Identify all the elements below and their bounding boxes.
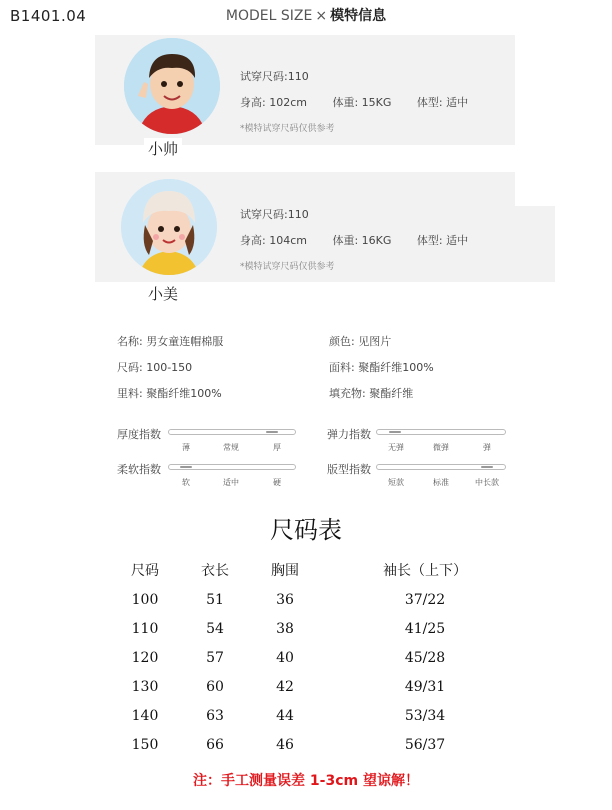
thickness-tick-regular: 常规 (223, 443, 239, 452)
trial-size: 试穿尺码:110 (240, 208, 309, 221)
body-type-value: 体型: 适中 (416, 234, 469, 247)
cell-sleeve: 53/34 (404, 707, 446, 724)
cell-length: 66 (206, 736, 224, 753)
fit-index-label: 版型指数 (327, 463, 371, 476)
weight-value: 体重: 15KG (332, 96, 392, 109)
cell-sleeve: 56/37 (404, 736, 446, 753)
header-right: 模特信息 (330, 8, 387, 24)
softness-tick-soft: 软 (182, 478, 190, 487)
table-row (110, 672, 530, 701)
cell-chest: 46 (276, 736, 294, 753)
weight-value: 体重: 16KG (332, 234, 392, 247)
product-filling: 填充物: 聚酯纤维 (329, 387, 414, 400)
cell-chest: 38 (276, 620, 294, 637)
product-size-range: 尺码: 100-150 (117, 361, 193, 374)
thickness-tick-thick: 厚 (273, 443, 281, 452)
cell-length: 63 (206, 707, 224, 724)
product-lining: 里料: 聚酯纤维100% (117, 387, 222, 400)
height-value: 身高: 102cm (240, 96, 307, 109)
elasticity-index-label: 弹力指数 (327, 428, 371, 441)
header-size: 尺码 (131, 563, 159, 579)
table-row (110, 585, 530, 614)
table-row (110, 730, 530, 759)
cell-size: 100 (131, 591, 159, 608)
cell-sleeve: 37/22 (404, 591, 446, 608)
table-row (110, 643, 530, 672)
cell-size: 120 (131, 649, 159, 666)
size-chart-header-row (110, 555, 530, 585)
model-photo-boy (124, 38, 220, 134)
girl-avatar-icon (121, 179, 217, 275)
cell-size: 110 (131, 620, 159, 637)
table-row (110, 614, 530, 643)
section-header (0, 5, 612, 25)
fit-index-marker (481, 466, 493, 468)
header-length: 衣长 (201, 563, 229, 579)
body-type-value: 体型: 适中 (416, 96, 469, 109)
header-left: MODEL SIZE (225, 8, 313, 24)
cell-chest: 42 (276, 678, 294, 695)
trial-size: 试穿尺码:110 (240, 70, 309, 83)
thickness-index-marker (266, 431, 278, 433)
table-row (110, 701, 530, 730)
model-info-boy (240, 70, 490, 148)
boy-avatar-icon (124, 38, 220, 134)
cell-chest: 36 (276, 591, 294, 608)
elasticity-tick-none: 无弹 (388, 443, 404, 452)
softness-index-marker (180, 466, 192, 468)
model-note: *模特试穿尺码仅供参考 (240, 262, 335, 272)
header-chest: 胸围 (271, 563, 299, 579)
thickness-index-label: 厚度指数 (117, 428, 161, 441)
cell-length: 57 (206, 649, 224, 666)
elasticity-tick-slight: 微弹 (433, 443, 449, 452)
model-info-girl (240, 208, 490, 286)
elasticity-tick-elastic: 弹 (483, 443, 491, 452)
cell-size: 140 (131, 707, 159, 724)
model-note: *模特试穿尺码仅供参考 (240, 124, 335, 134)
size-chart-title: 尺码表 (270, 516, 342, 544)
cell-chest: 44 (276, 707, 294, 724)
header-separator: × (315, 8, 328, 24)
model-name-boy: 小帅 (144, 138, 182, 159)
cell-size: 130 (131, 678, 159, 695)
fit-tick-short: 短款 (388, 478, 404, 487)
cell-sleeve: 41/25 (404, 620, 446, 637)
cell-sleeve: 49/31 (404, 678, 446, 695)
cell-chest: 40 (276, 649, 294, 666)
product-fabric: 面料: 聚酯纤维100% (329, 361, 434, 374)
elasticity-index-marker (389, 431, 401, 433)
model-name-girl: 小美 (144, 283, 182, 304)
elasticity-index-track (376, 429, 506, 435)
cell-sleeve: 45/28 (404, 649, 446, 666)
size-chart-table (110, 555, 530, 759)
fit-tick-long: 中长款 (475, 478, 499, 487)
cell-length: 54 (206, 620, 224, 637)
cell-length: 60 (206, 678, 224, 695)
softness-index-track (168, 464, 296, 470)
softness-index-label: 柔软指数 (117, 463, 161, 476)
product-code: B1401.04 (10, 7, 87, 25)
fit-index-track (376, 464, 506, 470)
header-sleeve: 袖长（上下） (383, 563, 467, 579)
thickness-tick-thin: 薄 (182, 443, 190, 452)
cell-size: 150 (131, 736, 159, 753)
measurement-note: 注：手工测量误差 1-3cm 望谅解！ (193, 773, 419, 789)
softness-tick-hard: 硬 (273, 478, 281, 487)
fit-tick-standard: 标准 (433, 478, 449, 487)
softness-tick-medium: 适中 (223, 478, 239, 487)
cell-length: 51 (206, 591, 224, 608)
product-name: 名称: 男女童连帽棉服 (117, 335, 224, 348)
thickness-index-track (168, 429, 296, 435)
product-color: 颜色: 见图片 (329, 335, 392, 348)
model-photo-girl (121, 179, 217, 275)
height-value: 身高: 104cm (240, 234, 307, 247)
